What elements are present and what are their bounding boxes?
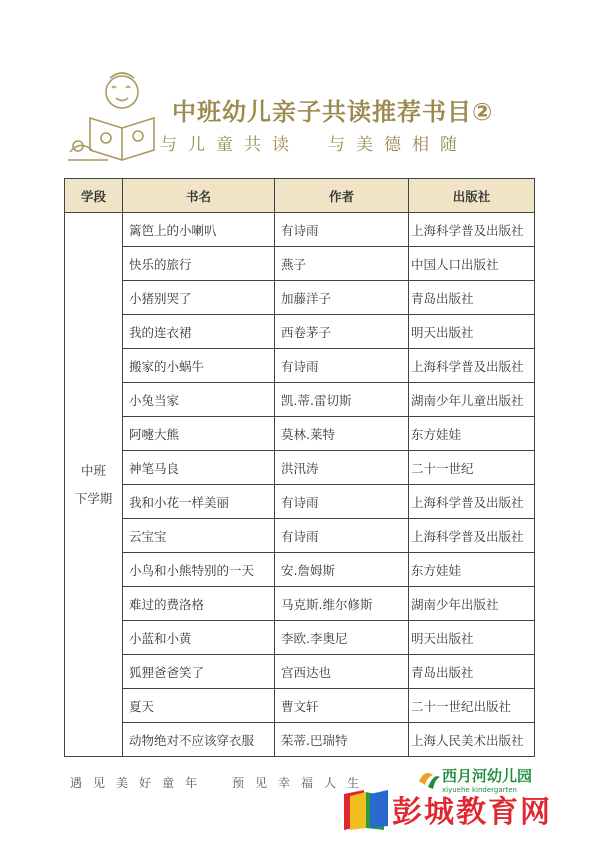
table-row <box>65 655 535 689</box>
book-author-cell: 西卷茅子 <box>275 315 409 349</box>
book-title-cell: 云宝宝 <box>123 519 275 553</box>
book-title-cell: 狐狸爸爸笑了 <box>123 655 275 689</box>
site-name: 彭城教育网 <box>392 795 552 830</box>
table-row <box>65 349 535 383</box>
book-publisher-cell: 上海科学普及出版社 <box>409 519 535 553</box>
site-logo <box>340 786 552 832</box>
book-publisher-cell: 湖南少年出版社 <box>409 587 535 621</box>
table-row <box>65 281 535 315</box>
table-row <box>65 485 535 519</box>
book-publisher-cell: 湖南少年儿童出版社 <box>409 383 535 417</box>
book-title-cell: 我的连衣裙 <box>123 315 275 349</box>
book-publisher-cell: 上海科学普及出版社 <box>409 213 535 247</box>
table-row <box>65 417 535 451</box>
table-row <box>65 213 535 247</box>
book-author-cell: 有诗雨 <box>275 519 409 553</box>
book-publisher-cell: 上海人民美术出版社 <box>409 723 535 757</box>
footer-slogan <box>70 774 370 791</box>
book-author-cell: 凯.蒂.雷切斯 <box>275 383 409 417</box>
table-row <box>65 383 535 417</box>
book-title-cell: 小猪别哭了 <box>123 281 275 315</box>
table-row <box>65 553 535 587</box>
book-title-cell: 神笔马良 <box>123 451 275 485</box>
book-title-cell: 我和小花一样美丽 <box>123 485 275 519</box>
header-title: 书名 <box>123 179 275 213</box>
book-publisher-cell: 东方娃娃 <box>409 553 535 587</box>
book-author-cell: 燕子 <box>275 247 409 281</box>
book-author-cell: 马克斯.维尔修斯 <box>275 587 409 621</box>
kindergarten-pinyin: xiyuehe kindergarten <box>442 786 517 794</box>
book-publisher-cell: 上海科学普及出版社 <box>409 349 535 383</box>
book-title-cell: 小鸟和小熊特别的一天 <box>123 553 275 587</box>
book-publisher-cell: 中国人口出版社 <box>409 247 535 281</box>
book-author-cell: 宫西达也 <box>275 655 409 689</box>
book-publisher-cell: 上海科学普及出版社 <box>409 485 535 519</box>
book-publisher-cell: 二十一世纪 <box>409 451 535 485</box>
book-title-cell: 难过的费洛格 <box>123 587 275 621</box>
book-publisher-cell: 明天出版社 <box>409 315 535 349</box>
header-author: 作者 <box>275 179 409 213</box>
book-author-cell: 茱蒂.巴瑞特 <box>275 723 409 757</box>
book-publisher-cell: 青岛出版社 <box>409 655 535 689</box>
book-author-cell: 洪汛涛 <box>275 451 409 485</box>
book-author-cell: 安.詹姆斯 <box>275 553 409 587</box>
book-title-cell: 阿嚏大熊 <box>123 417 275 451</box>
table-row <box>65 519 535 553</box>
book-author-cell: 有诗雨 <box>275 349 409 383</box>
table-header-row <box>65 179 535 213</box>
footer-slogan-left: 遇见美好童年 <box>70 776 209 790</box>
book-author-cell: 有诗雨 <box>275 485 409 519</box>
subtitle-right: 与美德相随 <box>328 135 468 155</box>
page-header <box>0 60 600 170</box>
kindergarten-name: 西月河幼儿园 <box>442 767 533 785</box>
footer-slogan-right: 预见幸福人生 <box>232 776 371 790</box>
book-author-cell: 李欧.李奥尼 <box>275 621 409 655</box>
book-author-cell: 有诗雨 <box>275 213 409 247</box>
table-row <box>65 247 535 281</box>
book-title-cell: 夏天 <box>123 689 275 723</box>
child-reading-icon <box>62 70 172 165</box>
book-logo-icon <box>340 786 392 832</box>
table-row <box>65 451 535 485</box>
book-list-table <box>64 178 535 757</box>
stage-term: 下学期 <box>74 490 113 506</box>
book-title-cell: 搬家的小蜗牛 <box>123 349 275 383</box>
book-publisher-cell: 明天出版社 <box>409 621 535 655</box>
book-title-cell: 快乐的旅行 <box>123 247 275 281</box>
book-title-cell: 动物绝对不应该穿衣服 <box>123 723 275 757</box>
book-publisher-cell: 东方娃娃 <box>409 417 535 451</box>
book-author-cell: 莫林.莱特 <box>275 417 409 451</box>
table-row <box>65 621 535 655</box>
book-publisher-cell: 二十一世纪出版社 <box>409 689 535 723</box>
table-row <box>65 315 535 349</box>
header-stage: 学段 <box>65 179 123 213</box>
book-author-cell: 加藤洋子 <box>275 281 409 315</box>
header-publisher: 出版社 <box>409 179 535 213</box>
table-row <box>65 587 535 621</box>
page-title: 中班幼儿亲子共读推荐书目② <box>172 98 494 126</box>
book-author-cell: 曹文轩 <box>275 689 409 723</box>
book-title-cell: 小蓝和小黄 <box>123 621 275 655</box>
stage-cell <box>65 213 123 757</box>
table-row <box>65 689 535 723</box>
book-publisher-cell: 青岛出版社 <box>409 281 535 315</box>
book-title-cell: 小兔当家 <box>123 383 275 417</box>
table-row <box>65 723 535 757</box>
book-title-cell: 篱笆上的小喇叭 <box>123 213 275 247</box>
subtitle-left: 与儿童共读 <box>160 135 300 155</box>
page-subtitle <box>160 130 468 155</box>
stage-grade: 中班 <box>80 462 106 478</box>
